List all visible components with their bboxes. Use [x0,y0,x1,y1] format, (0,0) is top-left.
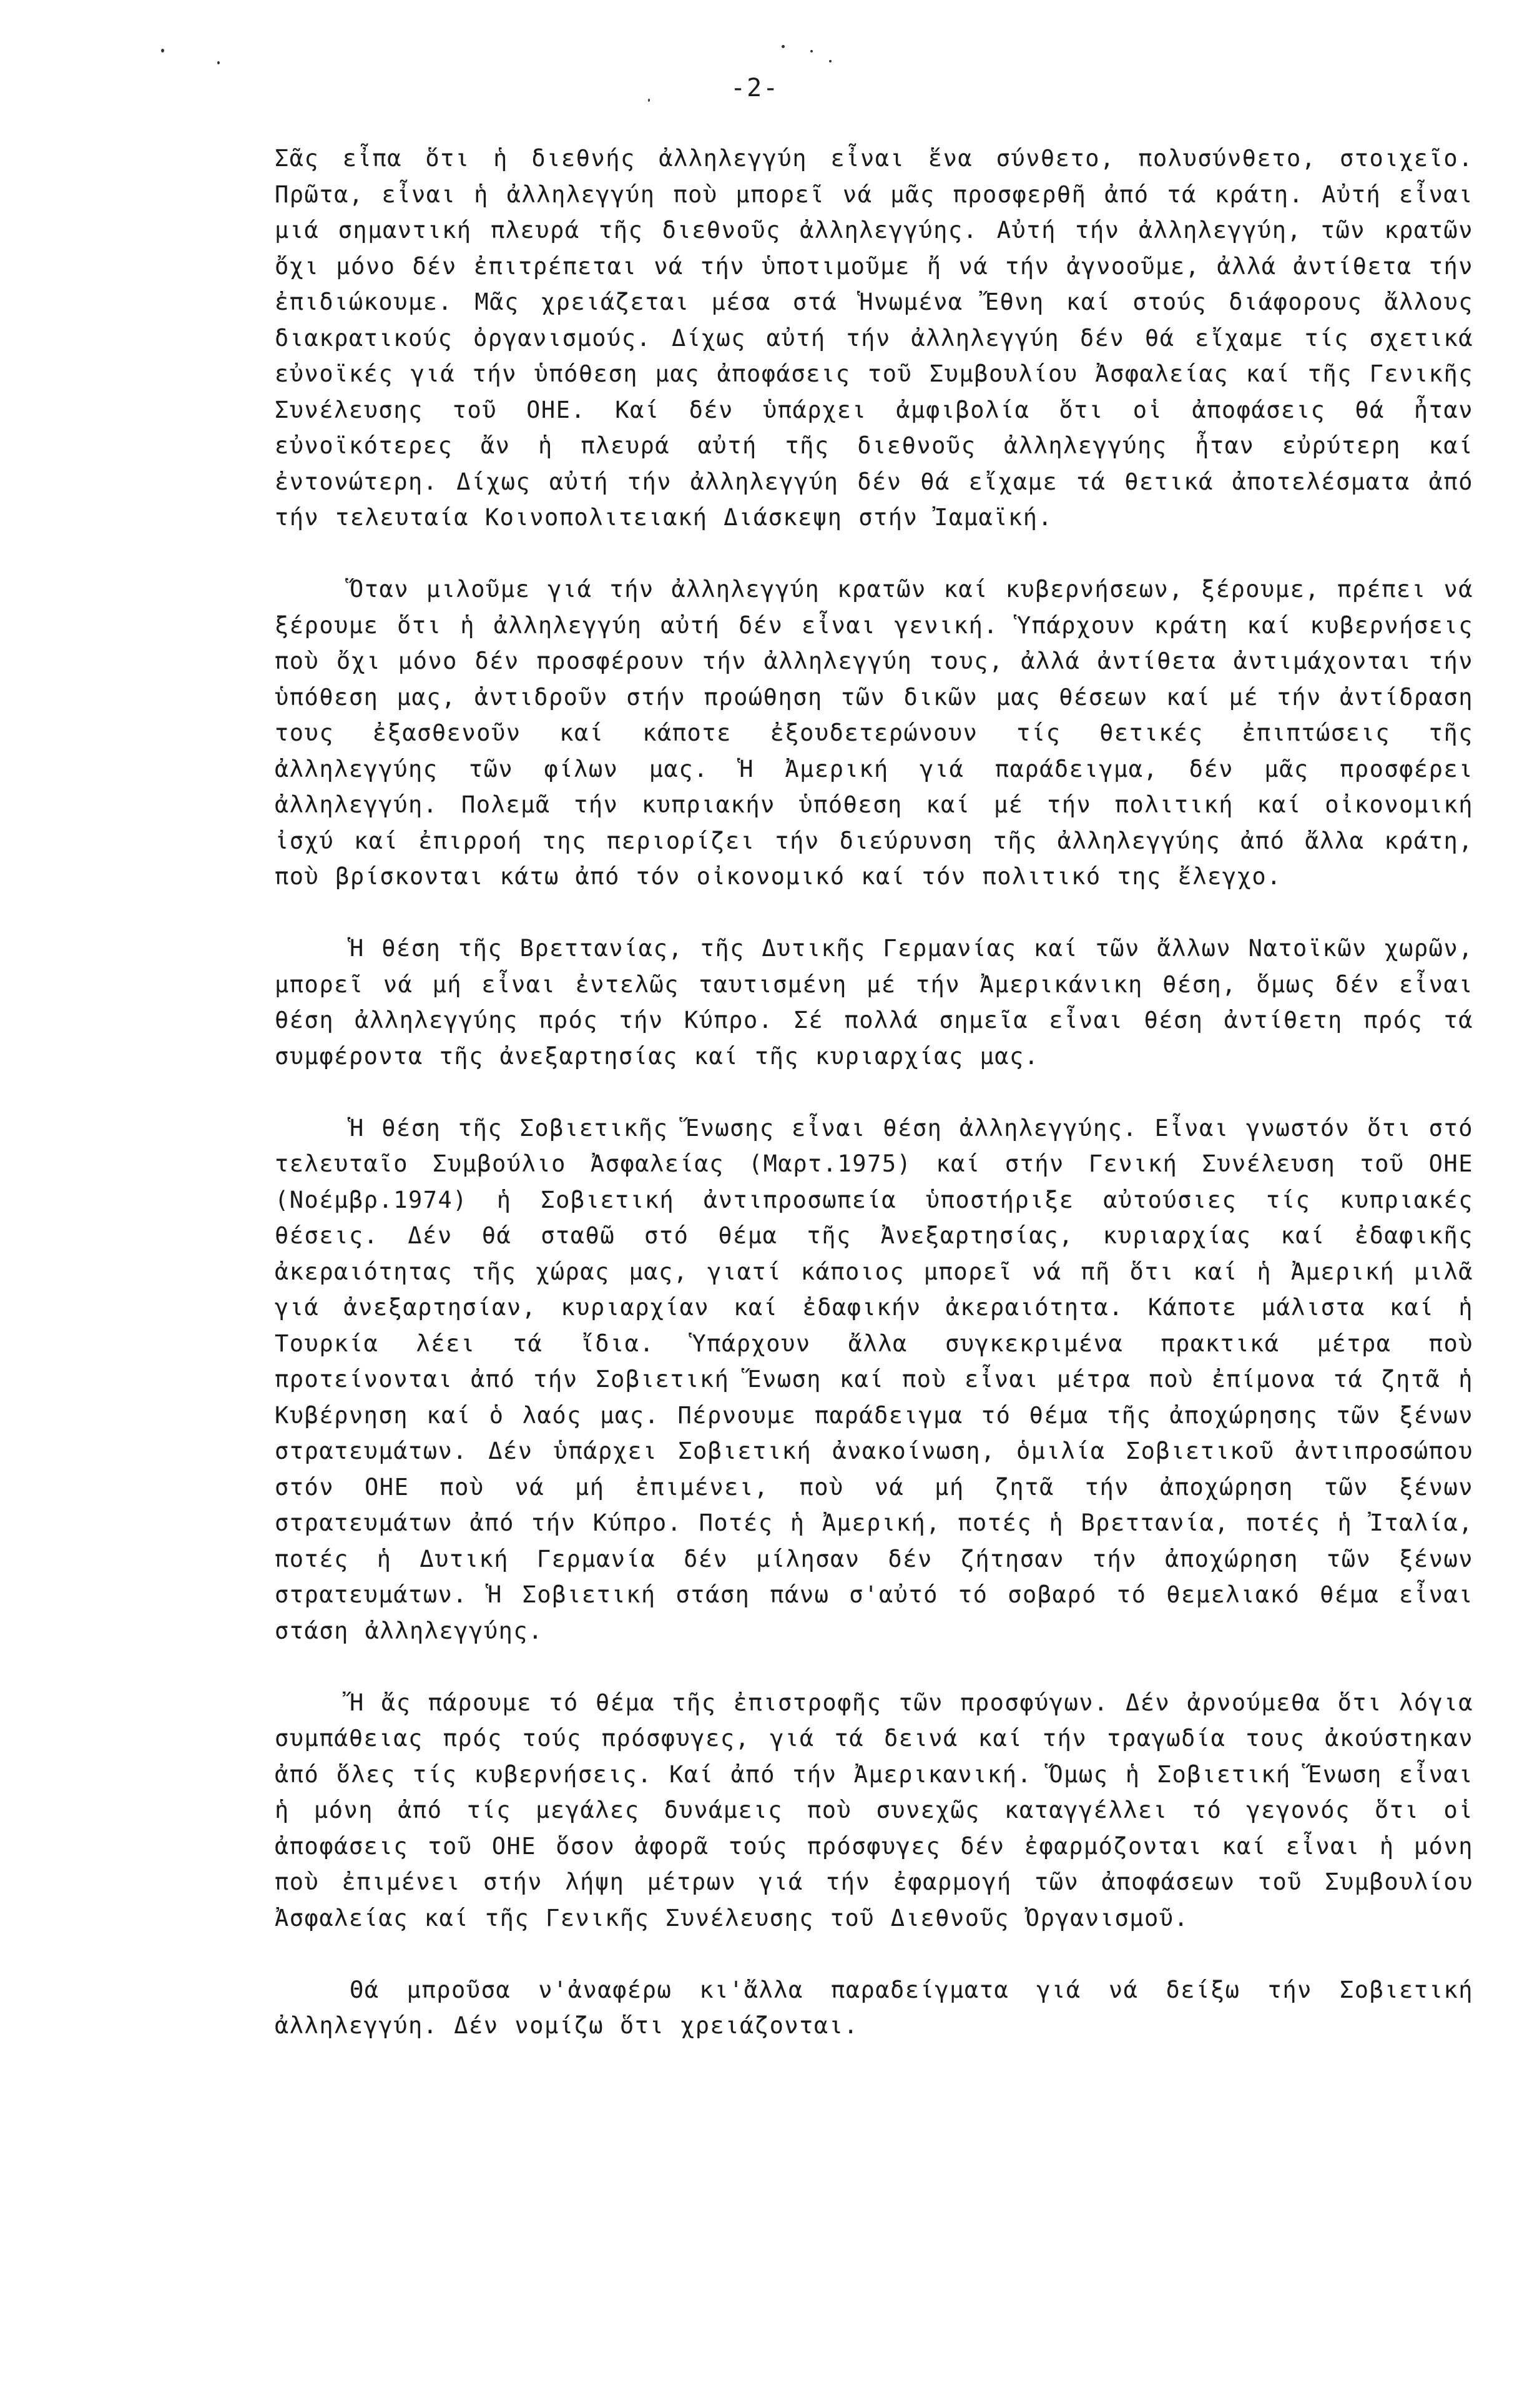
scan-speck [648,99,650,102]
scan-speck [810,50,813,52]
paragraph-1: Σᾶς εἶπα ὅτι ἡ διεθνής ἀλληλεγγύη εἶναι ἕνα σύνθετο, πολυσύνθετο, στοιχεῖο. Πρῶτα, εἶναι ἡ ἀλληλεγγύη ποὺ μπορεῖ νά μᾶς προσφερθῆ ἀπό τά κράτη. Αὐτή εἶναι μιά σημαντική πλευρά τῆς διεθνοῦς ἀλληλεγγύης. Αὐτή τήν ἀλληλεγγύη, τῶν κρατῶν ὄχι μόνο δέν ἐπιτρέπεται νά τήν ὑποτιμοῦμε ἤ νά τήν ἀγνοοῦμε, ἀλλά ἀντίθετα τήν ἐπιδιώκουμε. Μᾶς χρειάζεται μέσα στά Ἡνωμένα Ἔθνη καί στούς διάφορους ἄλλους διακρατικούς ὀργανισμούς. Δίχως αὐτή τήν ἀλληλεγγύη δέν θά εἴχαμε τίς σχετικά εὐνοϊκές γιά τήν ὑπόθεση μας ἀποφάσεις τοῦ Συμβουλίου Ἀσφαλείας καί τῆς Γενικῆς Συνέλευσης τοῦ ΟΗΕ. Καί δέν ὑπάρχει ἀμφιβολία ὅτι οἱ ἀποφάσεις θά ἦταν εὐνοϊκότερες ἄν ἡ πλευρά αὐτή τῆς διεθνοῦς ἀλληλεγγύης ἦταν εὐρύτερη καί ἐντονώτερη. Δίχως αὐτή τήν ἀλληλεγγύη δέν θά εἴχαμε τά θετικά ἀποτελέσματα ἀπό τήν τελευταία Κοινοπολιτειακή Διάσκεψη στήν Ἰαμαϊκή. [275,145,1473,531]
scan-speck [829,60,832,62]
paragraph-5: Ἤ ἄς πάρουμε τό θέμα τῆς ἐπιστροφῆς τῶν προσφύγων. Δέν ἀρνούμεθα ὅτι λόγια συμπάθειας πρός τούς πρόσφυγες, γιά τά δεινά καί τήν τραγωδία τους ἀκούστηκαν ἀπό ὅλες τίς κυβερνήσεις. Καί ἀπό τήν Ἀμερικανική. Ὅμως ἡ Σοβιετική Ἕνωση εἶναι ἡ μόνη ἀπό τίς μεγάλες δυνάμεις ποὺ συνεχῶς καταγγέλλει τό γεγονός ὅτι οἱ ἀποφάσεις τοῦ ΟΗΕ ὅσον ἀφορᾶ τούς πρόσφυγες δέν ἐφαρμόζονται καί εἶναι ἡ μόνη ποὺ ἐπιμένει στήν λήψη μέτρων γιά τήν ἐφαρμογή τῶν ἀποφάσεων τοῦ Συμβουλίου Ἀσφαλείας καί τῆς Γενικῆς Συνέλευσης τοῦ Διεθνοῦς Ὀργανισμοῦ. [275,1689,1473,1932]
paragraph-3: Ἡ θέση τῆς Βρεττανίας, τῆς Δυτικῆς Γερμανίας καί τῶν ἄλλων Νατοϊκῶν χωρῶν, μπορεῖ νά μή εἶναι ἐντελῶς ταυτισμένη μέ τήν Ἀμερικάνικη θέση, ὅμως δέν εἶναι θέση ἀλληλεγγύης πρός τήν Κύπρο. Σέ πολλά σημεῖα εἶναι θέση ἀντίθετη πρός τά συμφέροντα τῆς ἀνεξαρτησίας καί τῆς κυριαρχίας μας. [275,935,1473,1070]
scan-speck [782,45,785,48]
body-text [275,141,1473,2080]
scan-speck [217,61,220,64]
scan-speck [161,49,164,52]
paragraph-2: Ὅταν μιλοῦμε γιά τήν ἀλληλεγγύη κρατῶν καί κυβερνήσεων, ξέρουμε, πρέπει νά ξέρουμε ὅτι ἡ ἀλληλεγγύη αὐτή δέν εἶναι γενική. Ὑπάρχουν κράτη καί κυβερνήσεις ποὺ ὄχι μόνο δέν προσφέρουν τήν ἀλληλεγγύη τους, ἀλλά ἀντίθετα ἀντιμάχονται τήν ὑπόθεση μας, ἀντιδροῦν στήν προώθηση τῶν δικῶν μας θέσεων καί μέ τήν ἀντίδραση τους ἐξασθενοῦν καί κάποτε ἐξουδετερώνουν τίς θετικές ἐπιπτώσεις τῆς ἀλληλεγγύης τῶν φίλων μας. Ἡ Ἀμερική γιά παράδειγμα, δέν μᾶς προσφέρει ἀλληλεγγύη. Πολεμᾶ τήν κυπριακήν ὑπόθεση καί μέ τήν πολιτική καί οἰκονομική ἰσχύ καί ἐπιρροή της περιορίζει τήν διεύρυνση τῆς ἀλληλεγγύης ἀπό ἄλλα κράτη, ποὺ βρίσκονται κάτω ἀπό τόν οἰκονομικό καί τόν πολιτικό της ἔλεγχο. [275,576,1473,890]
paragraph-4: Ἡ θέση τῆς Σοβιετικῆς Ἕνωσης εἶναι θέση ἀλληλεγγύης. Εἶναι γνωστόν ὅτι στό τελευταῖο Συμβούλιο Ἀσφαλείας (Μαρτ.1975) καί στήν Γενική Συνέλευση τοῦ ΟΗΕ (Νοέμβρ.1974) ἡ Σοβιετική ἀντιπροσωπεία ὑποστήριξε αὐτούσιες τίς κυπριακές θέσεις. Δέν θά σταθῶ στό θέμα τῆς Ἀνεξαρτησίας, κυριαρχίας καί ἐδαφικῆς ἀκεραιότητας τῆς χώρας μας, γιατί κάποιος μπορεῖ νά πῆ ὅτι καί ἡ Ἀμερική μιλᾶ γιά ἀνεξαρτησίαν, κυριαρχίαν καί ἐδαφικήν ἀκεραιότητα. Κάποτε μάλιστα καί ἡ Τουρκία λέει τά ἴδια. Ὑπάρχουν ἄλλα συγκεκριμένα πρακτικά μέτρα ποὺ προτείνονται ἀπό τήν Σοβιετική Ἕνωση καί ποὺ εἶναι μέτρα ποὺ ἐπίμονα τά ζητᾶ ἡ Κυβέρνηση καί ὁ λαός μας. Πέρνουμε παράδειγμα τό θέμα τῆς ἀποχώρησης τῶν ξένων στρατευμάτων. Δέν ὑπάρχει Σοβιετική ἀνακοίνωση, ὁμιλία Σοβιετικοῦ ἀντιπροσώπου στόν ΟΗΕ ποὺ νά μή ἐπιμένει, ποὺ νά μή ζητᾶ τήν ἀποχώρηση τῶν ξένων στρατευμάτων ἀπό τήν Κύπρο. Ποτές ἡ Ἀμερική, ποτές ἡ Βρεττανία, ποτές ἡ Ἰταλία, ποτές ἡ Δυτική Γερμανία δέν μίλησαν δέν ζήτησαν τήν ἀποχώρηση τῶν ξένων στρατευμάτων. Ἡ Σοβιετική στάση πάνω σ'αὐτό τό σοβαρό τό θεμελιακό θέμα εἶναι στάση ἀλληλεγγύης. [275,1114,1473,1644]
page-number: -2- [730,74,780,102]
paragraph-6: Θά μπροῦσα ν'ἀναφέρω κι'ἄλλα παραδείγματα γιά νά δείξω τήν Σοβιετική ἀλληλεγγύη. Δέν νομίζω ὅτι χρειάζονται. [275,1976,1473,2039]
